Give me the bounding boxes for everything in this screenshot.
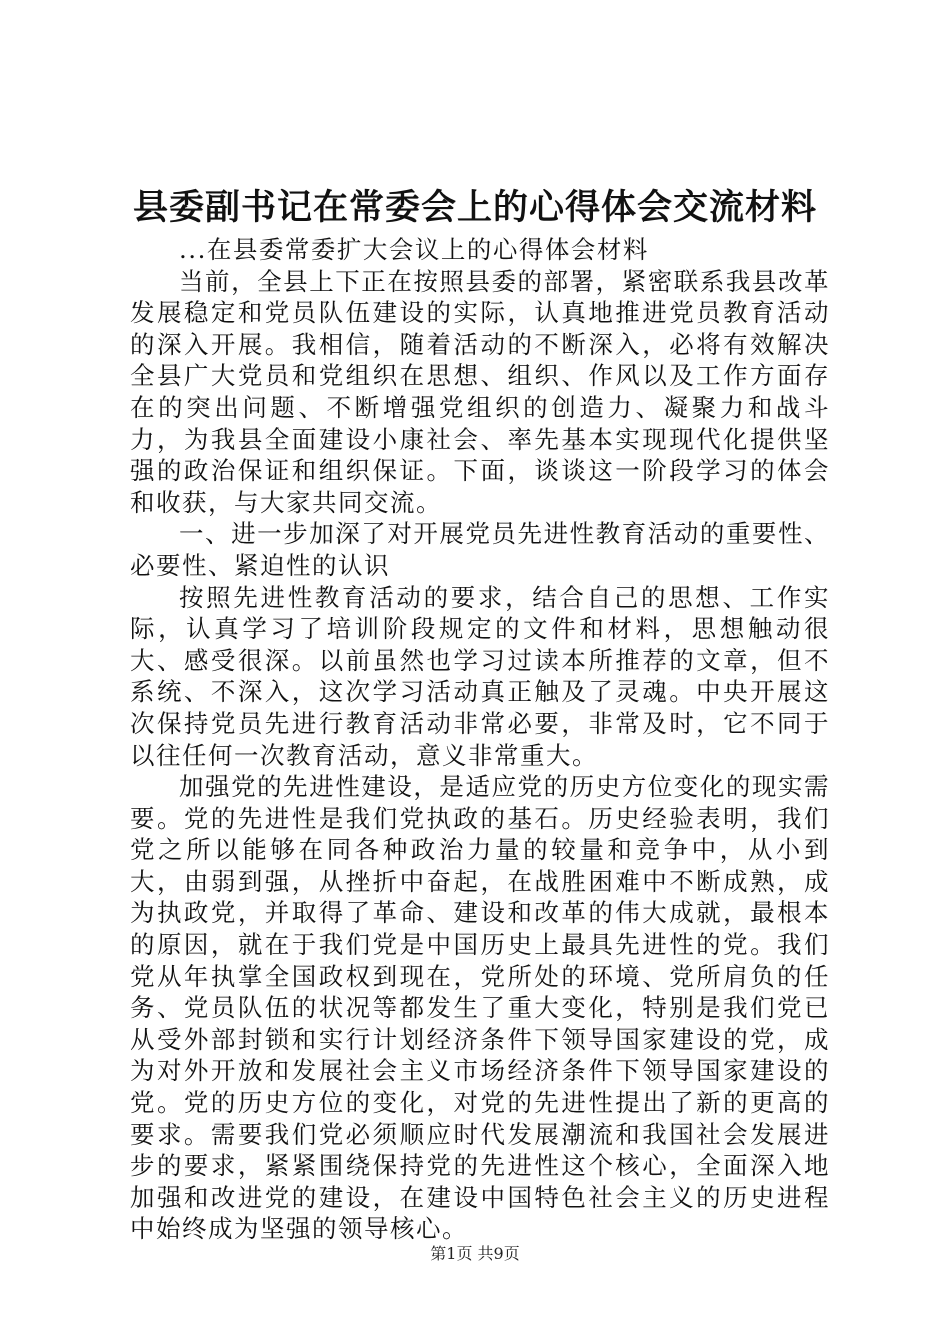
paragraph-study: 按照先进性教育活动的要求，结合自己的思想、工作实际，认真学习了培训阶段规定的文件和材料，思想触动很大、感受很深。以前虽然也学习过读本所推荐的文章，但不系统、不深入，这次学习活动真正触及了灵魂。中央开展这次保持党员先进行教育活动非常必要，非常及时，它不同于以往任何一次教育活动，意义非常重大。 bbox=[130, 582, 830, 770]
paragraph-advancement: 加强党的先进性建设，是适应党的历史方位变化的现实需要。党的先进性是我们党执政的基石。历史经验表明，我们党之所以能够在同各种政治力量的较量和竞争中，从小到大，由弱到强，从挫折中奋起，在战胜困难中不断成熟，成为执政党，并取得了革命、建设和改革的伟大成就，最根本的原因，就在于我们党是中国历史上最具先进性的党。我们党从年执掌全国政权到现在，党所处的环境、党所肩负的任务、党员队伍的状况等都发生了重大变化，特别是我们党已从受外部封锁和实行计划经济条件下领导国家建设的党，成为对外开放和发展社会主义市场经济条件下领导国家建设的党。党的历史方位的变化，对党的先进性提出了新的更高的要求。需要我们党必须顺应时代发展潮流和我国社会发展进步的要求，紧紧围绕保持党的先进性这个核心，全面深入地加强和改进党的建设，在建设中国特色社会主义的历史进程中始终成为坚强的领导核心。 bbox=[130, 772, 830, 1244]
paragraph-intro: 当前，全县上下正在按照县委的部署，紧密联系我县改革发展稳定和党员队伍建设的实际，认真地推进党员教育活动的深入开展。我相信，随着活动的不断深入，必将有效解决全县广大党员和党组织在思想、组织、作风以及工作方面存在的突出问题、不断增强党组织的创造力、凝聚力和战斗力，为我县全面建设小康社会、率先基本实现现代化提供坚强的政治保证和组织保证。下面，谈谈这一阶段学习的体会和收获，与大家共同交流。 bbox=[130, 266, 830, 517]
page-number-footer: 第1页 共9页 bbox=[430, 1244, 520, 1263]
section-heading-1: 一、进一步加深了对开展党员先进性教育活动的重要性、必要性、紧迫性的认识 bbox=[130, 519, 830, 580]
document-subtitle: ...在县委常委扩大会议上的心得体会材料 bbox=[179, 235, 649, 264]
document-body bbox=[130, 234, 830, 1245]
document-title: 县委副书记在常委会上的心得体会交流材料 bbox=[132, 187, 817, 228]
